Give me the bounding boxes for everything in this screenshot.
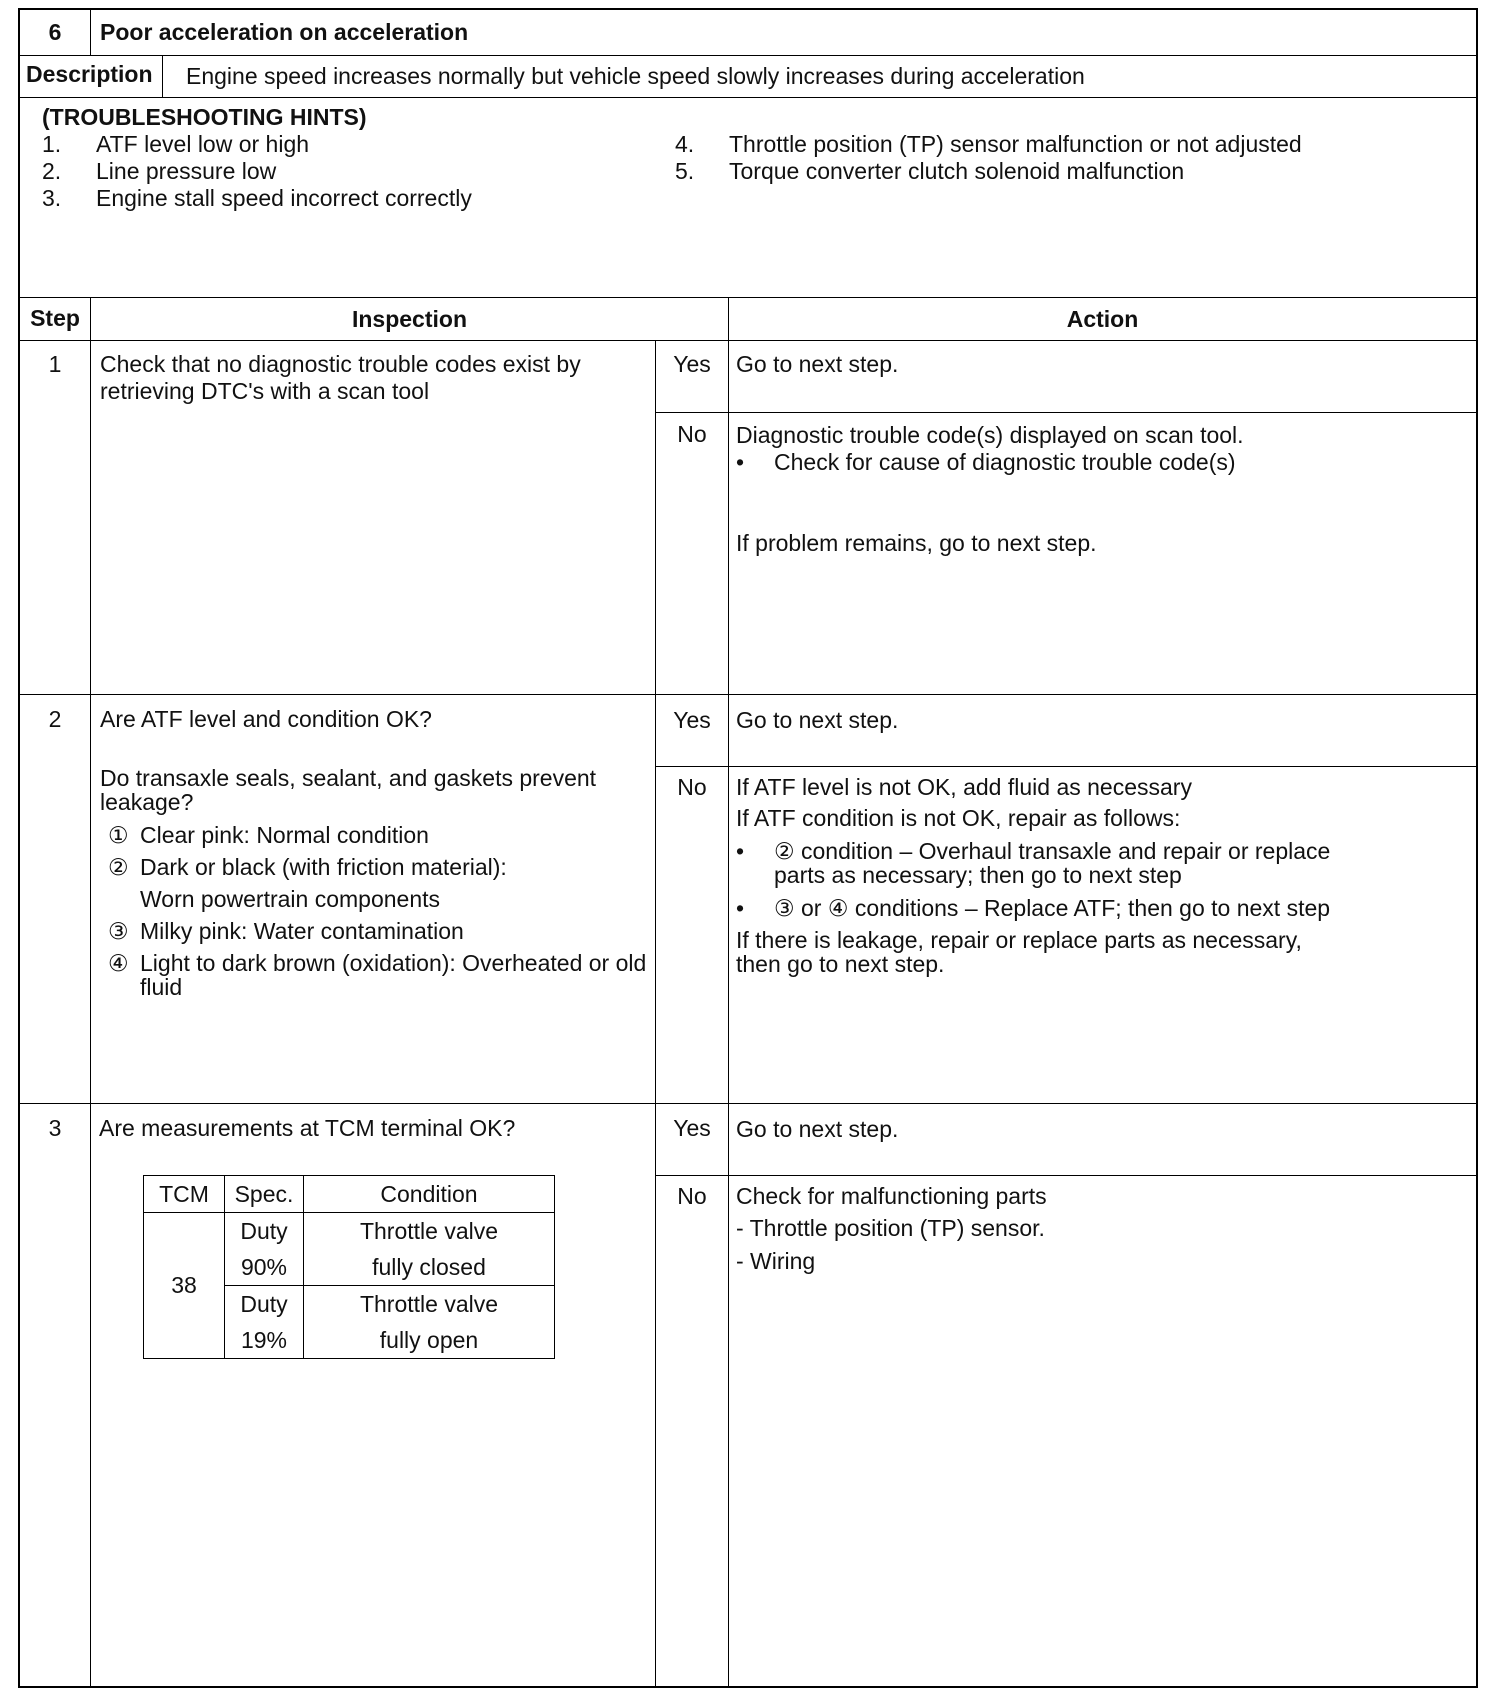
condition-item <box>108 950 646 977</box>
column-header-action: Action <box>1066 306 1139 332</box>
divider <box>655 1175 1476 1176</box>
inspection-text: leakage? <box>100 789 194 815</box>
bullet: • <box>736 838 745 864</box>
condition-mark: ④ <box>108 950 129 976</box>
step-number: 3 <box>48 1115 62 1141</box>
hint-num: 3. <box>42 185 62 211</box>
condition-cell: fully closed <box>304 1249 555 1286</box>
no-action-bullet <box>736 895 1330 922</box>
hint-text: Line pressure low <box>96 158 277 184</box>
no-action-bullet <box>736 838 1330 865</box>
no-action-text: then go to next step. <box>736 951 945 977</box>
spec-cell: 90% <box>225 1249 304 1286</box>
table-header: TCM <box>144 1176 225 1213</box>
hint-text: Throttle position (TP) sensor malfunction or not adjusted <box>729 131 1302 157</box>
hints-heading: (TROUBLESHOOTING HINTS) <box>42 104 367 130</box>
condition-text: Light to dark brown (oxidation): Overheated or old <box>140 950 647 976</box>
troubleshooting-sheet <box>18 8 1478 1688</box>
no-action-text: If there is leakage, repair or replace parts as necessary, <box>736 927 1302 953</box>
yes-action: Go to next step. <box>736 351 899 377</box>
hint-text: Engine stall speed incorrect correctly <box>96 185 472 211</box>
inspection-text: Are measurements at TCM terminal OK? <box>99 1115 516 1141</box>
divider <box>20 297 1476 298</box>
step-number: 2 <box>48 706 62 732</box>
condition-mark: ① <box>108 822 129 848</box>
divider <box>20 55 1476 56</box>
divider <box>20 97 1476 98</box>
step-number: 1 <box>48 351 62 377</box>
tcm-terminal: 38 <box>144 1213 225 1359</box>
tcm-spec-table <box>143 1175 555 1359</box>
bullet-text: ② condition – Overhaul transaxle and repair or replace <box>774 838 1331 864</box>
condition-item <box>108 822 429 849</box>
hint-num: 5. <box>675 158 695 184</box>
problem-title: Poor acceleration on acceleration <box>100 19 469 45</box>
condition-cell: fully open <box>304 1322 555 1359</box>
yes-label: Yes <box>673 1115 711 1141</box>
divider <box>90 10 91 56</box>
divider <box>20 694 1476 695</box>
yes-action: Go to next step. <box>736 1116 899 1142</box>
bullet: • <box>736 449 745 475</box>
column-header-inspection: Inspection <box>351 306 467 332</box>
divider <box>20 340 1476 341</box>
inspection-text: Do transaxle seals, sealant, and gaskets prevent <box>100 765 597 791</box>
hint-num: 1. <box>42 131 62 157</box>
bullet-text: ③ or ④ conditions – Replace ATF; then go to next step <box>774 895 1331 921</box>
divider <box>655 766 1476 767</box>
hint-text: Torque converter clutch solenoid malfunction <box>729 158 1185 184</box>
condition-mark: ② <box>108 854 129 880</box>
spec-cell: Duty <box>225 1286 304 1323</box>
hint-text: ATF level low or high <box>96 131 310 157</box>
no-label: No <box>677 421 707 447</box>
condition-cell: Throttle valve <box>304 1286 555 1323</box>
no-action-text: Diagnostic trouble code(s) displayed on scan tool. <box>736 422 1244 448</box>
condition-item <box>108 918 464 945</box>
divider <box>655 341 656 1688</box>
table-header: Spec. <box>225 1176 304 1213</box>
no-label: No <box>677 1183 707 1209</box>
divider <box>90 298 91 1688</box>
condition-text: Clear pink: Normal condition <box>140 822 429 848</box>
no-action-bullet <box>736 449 1236 476</box>
no-action-text: - Wiring <box>736 1248 816 1274</box>
yes-action: Go to next step. <box>736 707 899 733</box>
divider <box>655 412 1476 413</box>
inspection-text: Are ATF level and condition OK? <box>100 706 432 732</box>
spec-cell: Duty <box>225 1213 304 1250</box>
yes-label: Yes <box>673 351 711 377</box>
no-action-text: If ATF condition is not OK, repair as follows: <box>736 805 1181 831</box>
bullet-text: Check for cause of diagnostic trouble code(s) <box>774 449 1236 475</box>
description-label: Description <box>26 61 153 87</box>
no-action-text: Check for malfunctioning parts <box>736 1183 1047 1209</box>
inspection-text: Check that no diagnostic trouble codes exist by <box>100 351 581 377</box>
condition-text: Milky pink: Water contamination <box>140 918 464 944</box>
divider <box>162 56 163 98</box>
bullet: • <box>736 895 745 921</box>
condition-text: Worn powertrain components <box>140 886 440 912</box>
condition-text: fluid <box>140 974 183 1000</box>
inspection-text: retrieving DTC's with a scan tool <box>100 378 430 404</box>
no-action-text: If problem remains, go to next step. <box>736 530 1097 556</box>
no-action-text: - Throttle position (TP) sensor. <box>736 1215 1045 1241</box>
table-header: Condition <box>304 1176 555 1213</box>
spec-cell: 19% <box>225 1322 304 1359</box>
description-text: Engine speed increases normally but vehicle speed slowly increases during acceleration <box>186 63 1085 89</box>
yes-label: Yes <box>673 707 711 733</box>
bullet-text: parts as necessary; then go to next step <box>774 862 1182 888</box>
condition-mark: ③ <box>108 918 129 944</box>
condition-cell: Throttle valve <box>304 1213 555 1250</box>
condition-item <box>108 854 507 881</box>
column-header-step: Step <box>30 305 80 331</box>
problem-number: 6 <box>48 19 62 45</box>
hint-num: 4. <box>675 131 695 157</box>
no-label: No <box>677 774 707 800</box>
no-action-text: If ATF level is not OK, add fluid as necessary <box>736 774 1192 800</box>
divider <box>20 1103 1476 1104</box>
divider <box>728 298 729 1688</box>
condition-text: Dark or black (with friction material): <box>140 854 507 880</box>
hint-num: 2. <box>42 158 62 184</box>
